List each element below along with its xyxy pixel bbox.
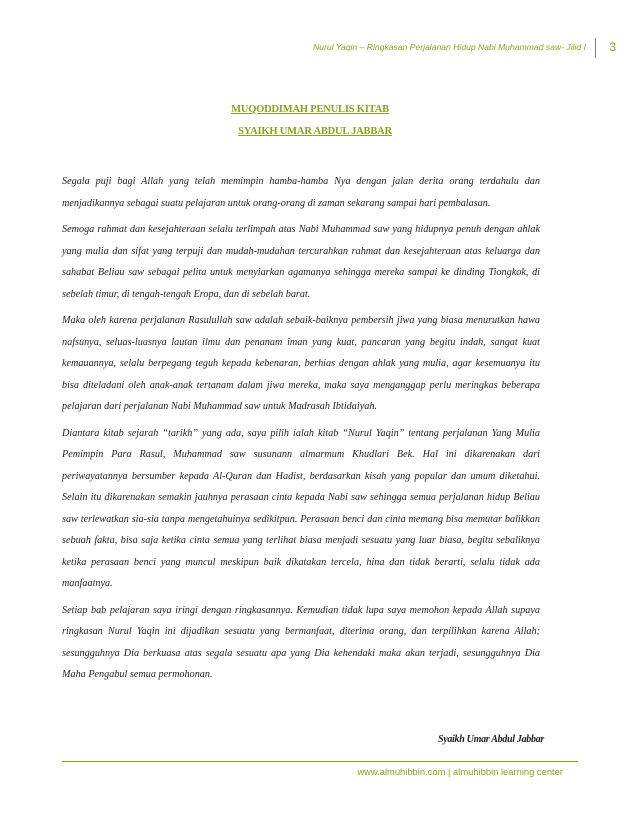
body-text xyxy=(62,171,540,691)
paragraph: Diantara kitab sejarah “tarikh” yang ada, saya pilih ialah kitab “Nurul Yaqin” tentang perjalanan Yang Mulia Pemimpin Para Rasul, Muhammad saw susunann almarmum Khudlari Bek. Hal ini dikarenakan dari periwayatannya bersumber kepada Al-Quran dan Hadist, berdasarkan kisah yang popular dan umum diketahui. Selain itu dikarenakan semakin jauhnya perasaan cinta kepada Nabi saw sehingga semua perjalanan hidup Beliau saw terlewatkan sia-sia tanpa mengetahuinya sedikitpun. Perasaan benci dan cinta memang bisa memutar balikkan sebuah fakta, bisa saja ketika cinta semua yang terlihat biasa menjadi sesuatu yang luar biasa, begitu sebaliknya ketika perasaan benci yang muncul meskipun baik dikatakan tercela, hina dan tidak berarti, selalu tidak ada manfaatnya. xyxy=(62,427,540,589)
paragraph: Semoga rahmat dan kesejahteraan selalu terlimpah atas Nabi Muhammad saw yang hidupnya penuh dengan ahlak yang mulia dan sifat yang terpuji dan mudah-mudahan tercurahkan rahmat dan kesejahteraan atas keluarga dan sahabat Beliau saw sebagai pelita untuk menyiarkan agamanya sehingga mereka sampai ke dinding Tiongkok, di sebelah timur, di tengah-tengah Eropa, dan di sebelah barat. xyxy=(62,224,540,300)
page-number: 3 xyxy=(609,40,616,54)
title-line-1: MUQODDIMAH PENULIS KITAB xyxy=(231,104,389,115)
paragraph: Setiap bab pelajaran saya iringi dengan ringkasannya. Kemudian tidak lupa saya memohon kepada Allah supaya ringkasan Nurul Yaqin ini dijadikan sesuatu yang bermanfaat, diterima orang, dan terpilihkan karena Allah; sesungguhnya Dia berkuasa atas segala sesuatu apa yang Dia kehendaki maka akan terjadi, sesungguhnya Dia Maha Pengabul semua permohonan. xyxy=(62,604,540,680)
title-line-2: SYAIKH UMAR ABDUL JABBAR xyxy=(238,126,392,137)
paragraph: Segala puji bagi Allah yang telah memimpin hamba-hamba Nya dengan jalan derita orang terdahulu dan menjadikannya sebagai suatu pelajaran untuk orang-orang di zaman sekarang sampai hari pembalasan. xyxy=(62,176,540,209)
footer-divider xyxy=(62,761,578,762)
page-header xyxy=(60,38,618,62)
header-divider xyxy=(595,38,596,58)
footer-text: www.almuhibbin.com | almuhibbin learning center xyxy=(357,766,563,777)
author-signature: Syaikh Umar Abdul Jabbar xyxy=(437,734,544,745)
paragraph: Maka oleh karena perjalanan Rasulullah saw adalah sebaik-baiknya pembersih jiwa yang biasa menurutkan hawa nafsunya, seluas-luasnya lautan ilmu dan penanam iman yang kuat, pancaran yang begitu indah, sangat kuat kemauannya, selalu berpegang teguh kepada kebenaran, berhias dengan ahlak yang mulia, agar kesemuanya itu bisa diteladani oleh anak-anak tertanam dalam jiwa mereka, maka saya menganggap perlu meringkas beberapa pelajaran dari perjalanan Nabi Muhammad saw untuk Madrasah Ibtidaiyah. xyxy=(62,315,540,412)
header-title: Nurul Yaqin – Ringkasan Perjalanan Hidup Nabi Muhammad saw- Jilid I xyxy=(313,42,586,52)
